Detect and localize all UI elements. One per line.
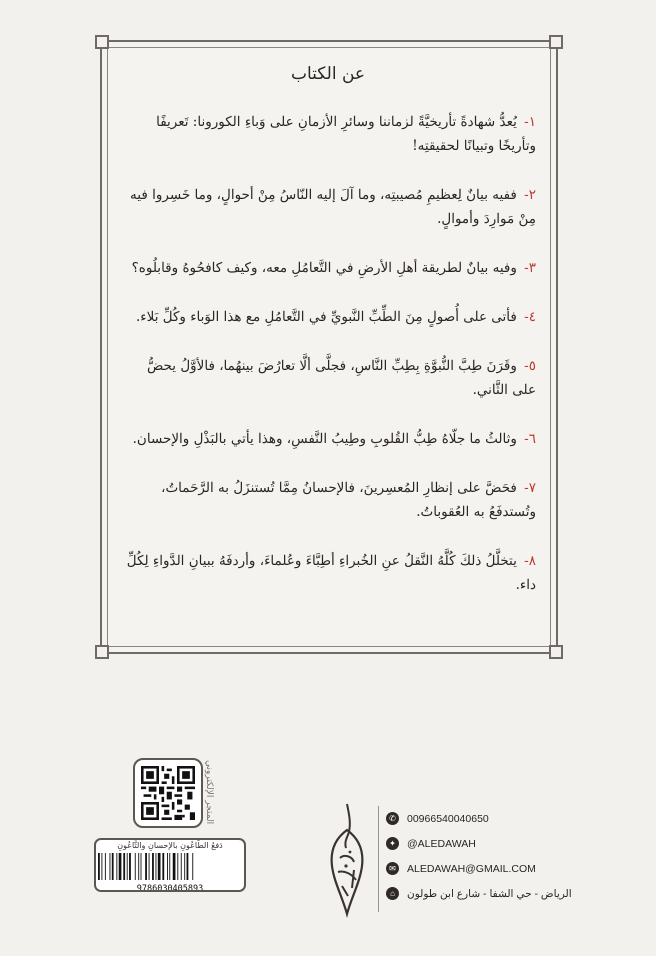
about-item-6 <box>120 427 536 451</box>
item-number: ٥- <box>524 358 536 374</box>
about-book-frame <box>100 40 558 654</box>
item-number: ٦- <box>524 431 536 447</box>
contact-text: @ALEDAWAH <box>407 837 476 850</box>
frame-corner-ornament <box>549 35 563 49</box>
item-text: وثالثُ ما جلّاهُ طِبُّ القُلوبِ وطِيبُ النَّفسِ، وهذا يأتي بالبَذْلِ والإحسان. <box>132 431 517 447</box>
contact-email[interactable] <box>386 856 582 881</box>
item-text: وفيه بيانٌ لطريقة أهلِ الأرضِ في التَّعامُلِ معه، وكيف كافحُوهُ وقابلُوه؟ <box>131 260 517 276</box>
item-number: ٨- <box>524 553 536 569</box>
contact-twitter[interactable] <box>386 831 582 856</box>
publisher-logo <box>318 800 376 918</box>
contact-divider <box>378 806 379 912</box>
about-content <box>120 56 536 638</box>
item-text: يُعدُّ شهادةً تأريخيَّةً لزماننا وسائرِ الأزمانِ على وَباءِ الكورونا: تَعريفًا وتأريخًا وتبيانًا لحقيقتِه! <box>156 114 536 154</box>
item-text: ففيه بيانٌ لِعظيمِ مُصيبتِه، وما آلَ إليه النّاسُ مِنْ أحوالٍ، وما خَسِروا فيه مِنْ مَوارِدَ وأموالٍ. <box>130 187 536 227</box>
qr-caption: المتجر الإلكتروني <box>204 760 214 825</box>
item-number: ٣- <box>524 260 536 276</box>
about-title: عن الكتاب <box>290 64 366 84</box>
item-number: ٤- <box>524 309 536 325</box>
about-item-1 <box>120 110 536 158</box>
item-number: ١- <box>524 114 536 130</box>
twitter-icon: ✦ <box>386 837 399 850</box>
frame-corner-ornament <box>95 35 109 49</box>
frame-corner-ornament <box>549 645 563 659</box>
contact-list <box>386 806 582 906</box>
contact-text: الرياض - حي الشفا - شارع ابن طولون <box>407 887 572 900</box>
about-item-4 <box>120 305 536 329</box>
contact-phone[interactable] <box>386 806 582 831</box>
frame-corner-ornament <box>95 645 109 659</box>
about-item-2 <box>120 183 536 231</box>
email-icon: ✉ <box>386 862 399 875</box>
phone-icon: ✆ <box>386 812 399 825</box>
location-icon: ⌂ <box>386 887 399 900</box>
barcode-box <box>94 838 246 892</box>
item-text: يتخلَّلُ ذلكَ كُلَّهُ النَّقلُ عنِ الخُبراءِ أطِبَّاءَ وعُلماءَ، وأردفَهُ ببيانِ الدَّواءِ لِكُلِّ داء. <box>126 553 536 593</box>
item-number: ٢- <box>524 187 536 203</box>
isbn-number: 9786030405893 <box>136 884 204 892</box>
barcode-title: دَفعُ الطَّاعُونِ بالإحسانِ والتَّاعُونِ <box>117 841 223 850</box>
about-item-5 <box>120 354 536 402</box>
qr-code-icon <box>141 766 195 820</box>
item-text: وقَرَنَ طِبَّ النُّبوَّةِ بِطِبِّ النَّاسِ، فجلَّى ألَّا تعارُضَ بينهُما، فالأوَّلُ يحضُّ على الثَّاني. <box>147 358 536 398</box>
barcode-bars <box>96 853 228 880</box>
contact-text: 00966540040650 <box>407 812 489 825</box>
qr-code[interactable] <box>133 758 203 828</box>
contact-address <box>386 881 582 906</box>
item-number: ٧- <box>524 480 536 496</box>
about-item-8 <box>120 549 536 597</box>
contact-text: ALEDAWAH@GMAIL.COM <box>407 862 536 875</box>
about-item-3 <box>120 256 536 280</box>
item-text: فأتى على أُصولٍ مِنَ الطِّبِّ النَّبويِّ في التَّعامُلِ مع هذا الوَباء وكُلِّ بَلاء. <box>136 309 517 325</box>
item-text: فحَضَّ على إنظارِ المُعسِرينَ، فالإحسانُ مِمَّا تُستنزَلُ به الرَّحَماتُ، وتُستدفَعُ به العُقوباتُ. <box>161 480 536 520</box>
about-item-7 <box>120 476 536 524</box>
